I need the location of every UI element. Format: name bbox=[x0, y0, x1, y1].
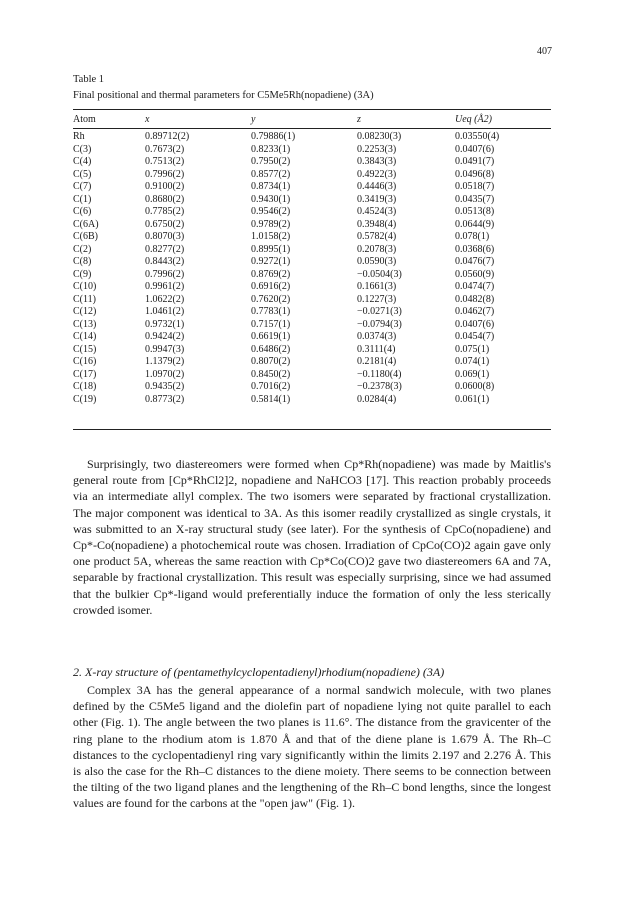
table-row bbox=[73, 206, 551, 219]
table-row bbox=[73, 294, 551, 307]
cell-atom: C(6B) bbox=[73, 231, 98, 242]
section-heading: 2. X-ray structure of (pentamethylcyclopentadienyl)rhodium(nopadiene) (3A) bbox=[73, 665, 445, 679]
cell-x: 0.8070(3) bbox=[145, 231, 185, 242]
table-row bbox=[73, 381, 551, 394]
cell-ueq: 0.0482(8) bbox=[455, 293, 495, 305]
table-row bbox=[73, 356, 551, 369]
cell-z: −0.0271(3) bbox=[357, 306, 402, 317]
table-row bbox=[73, 256, 551, 269]
cell-atom: C(11) bbox=[73, 293, 96, 305]
table-row bbox=[73, 306, 551, 319]
cell-y: 0.7783(1) bbox=[251, 306, 291, 317]
cell-y: 0.8995(1) bbox=[251, 243, 291, 255]
cell-x: 0.9732(1) bbox=[145, 318, 185, 330]
cell-y: 0.8070(2) bbox=[251, 356, 291, 367]
cell-y: 0.9789(2) bbox=[251, 218, 291, 230]
table-row bbox=[73, 369, 551, 382]
table-body bbox=[73, 128, 551, 406]
cell-z: −0.0504(3) bbox=[357, 268, 402, 280]
table-row bbox=[73, 331, 551, 344]
cell-atom: C(14) bbox=[73, 331, 97, 342]
cell-ueq: 0.0368(6) bbox=[455, 243, 495, 255]
positional-parameters-table bbox=[73, 111, 551, 406]
cell-y: 0.8577(2) bbox=[251, 168, 291, 180]
cell-atom: C(16) bbox=[73, 356, 97, 367]
cell-z: 0.3111(4) bbox=[357, 343, 396, 355]
cell-atom: C(10) bbox=[73, 281, 97, 292]
cell-ueq: 0.069(1) bbox=[455, 368, 490, 380]
table-row bbox=[73, 181, 551, 194]
cell-y: 0.6916(2) bbox=[251, 281, 291, 292]
table-row bbox=[73, 128, 551, 144]
paragraph-xray-structure: Complex 3A has the general appearance of a normal sandwich molecule, with two planes defined by the C5Me5 ligand and the diolefin part of nopadiene lying not quite parallel to each other (Fig. 1). The angle between the two planes is 11.6°. The distance from the gravicenter of the ring plane to the rhodium atom is 1.870 Å and that of the diene plane is 1.679 Å. The Rh–C distances to the cyclopentadienyl ring vary significantly within the limits 2.197 and 2.276 Å. This is also the case for the Rh–C distances to the diene moiety. There seems to be connection between the tilting of the two ligand planes and the lengthening of the Rh–C bond lengths, since the longest values are found for the carbons at the "open jaw" (Fig. 1). bbox=[73, 683, 551, 811]
cell-ueq: 0.0518(7) bbox=[455, 181, 495, 192]
cell-x: 1.0461(2) bbox=[145, 306, 185, 317]
cell-ueq: 0.0474(7) bbox=[455, 281, 495, 292]
cell-z: 0.2181(4) bbox=[357, 356, 397, 367]
cell-atom: C(7) bbox=[73, 181, 92, 192]
cell-atom: C(17) bbox=[73, 368, 97, 380]
cell-x: 0.9424(2) bbox=[145, 331, 185, 342]
cell-atom: C(19) bbox=[73, 393, 97, 405]
cell-y: 0.8734(1) bbox=[251, 181, 291, 192]
cell-z: 0.3419(3) bbox=[357, 193, 397, 205]
cell-y: 0.8450(2) bbox=[251, 368, 291, 380]
cell-ueq: 0.0491(7) bbox=[455, 156, 495, 167]
table-caption: Final positional and thermal parameters for C5Me5Rh(nopadiene) (3A) bbox=[73, 90, 374, 101]
cell-x: 0.8773(2) bbox=[145, 393, 185, 405]
cell-atom: C(12) bbox=[73, 306, 97, 317]
cell-z: 0.1227(3) bbox=[357, 293, 397, 305]
cell-atom: C(15) bbox=[73, 343, 97, 355]
cell-x: 0.9961(2) bbox=[145, 281, 185, 292]
cell-y: 0.7620(2) bbox=[251, 293, 291, 305]
cell-ueq: 0.0476(7) bbox=[455, 256, 495, 267]
table-header-row bbox=[73, 111, 551, 128]
cell-y: 0.9430(1) bbox=[251, 193, 291, 205]
cell-ueq: 0.0407(6) bbox=[455, 143, 495, 155]
table-row bbox=[73, 144, 551, 157]
header-y: y bbox=[251, 114, 256, 125]
cell-x: 0.7996(2) bbox=[145, 268, 185, 280]
cell-z: 0.0284(4) bbox=[357, 393, 397, 405]
cell-ueq: 0.03550(4) bbox=[455, 131, 500, 142]
cell-ueq: 0.0600(8) bbox=[455, 381, 495, 392]
cell-atom: C(9) bbox=[73, 268, 92, 280]
cell-x: 0.8277(2) bbox=[145, 243, 185, 255]
table-label: Table 1 bbox=[73, 74, 105, 85]
table-row bbox=[73, 344, 551, 357]
cell-x: 1.1379(2) bbox=[145, 356, 185, 367]
cell-ueq: 0.0560(9) bbox=[455, 268, 495, 280]
cell-z: 0.3948(4) bbox=[357, 218, 397, 230]
cell-atom: C(6) bbox=[73, 206, 92, 217]
cell-z: 0.4524(3) bbox=[357, 206, 397, 217]
cell-x: 1.0970(2) bbox=[145, 368, 185, 380]
cell-ueq: 0.0407(6) bbox=[455, 318, 495, 330]
table-row bbox=[73, 169, 551, 182]
cell-y: 0.79886(1) bbox=[251, 131, 296, 142]
cell-y: 0.6619(1) bbox=[251, 331, 291, 342]
cell-atom: C(18) bbox=[73, 381, 97, 392]
cell-ueq: 0.0496(8) bbox=[455, 168, 495, 180]
table-row bbox=[73, 319, 551, 332]
cell-x: 0.6750(2) bbox=[145, 218, 185, 230]
table-row bbox=[73, 156, 551, 169]
cell-ueq: 0.078(1) bbox=[455, 231, 490, 242]
cell-ueq: 0.0435(7) bbox=[455, 193, 495, 205]
cell-atom: C(6A) bbox=[73, 218, 99, 230]
cell-ueq: 0.0644(9) bbox=[455, 218, 495, 230]
cell-z: −0.0794(3) bbox=[357, 318, 402, 330]
cell-y: 0.9546(2) bbox=[251, 206, 291, 217]
cell-atom: C(4) bbox=[73, 156, 92, 167]
table-row bbox=[73, 231, 551, 244]
cell-z: 0.1661(3) bbox=[357, 281, 397, 292]
cell-z: 0.0374(3) bbox=[357, 331, 397, 342]
cell-x: 0.9435(2) bbox=[145, 381, 185, 392]
cell-x: 0.7673(2) bbox=[145, 143, 185, 155]
cell-y: 0.8233(1) bbox=[251, 143, 291, 155]
cell-y: 0.7950(2) bbox=[251, 156, 291, 167]
header-ueq: Ueq (Å2) bbox=[455, 114, 492, 125]
cell-ueq: 0.074(1) bbox=[455, 356, 490, 367]
cell-y: 1.0158(2) bbox=[251, 231, 291, 242]
cell-x: 0.8680(2) bbox=[145, 193, 185, 205]
cell-x: 0.7513(2) bbox=[145, 156, 185, 167]
table-bottom-rule bbox=[73, 429, 551, 430]
cell-y: 0.7016(2) bbox=[251, 381, 291, 392]
header-z: z bbox=[357, 114, 361, 125]
cell-atom: C(1) bbox=[73, 193, 92, 205]
cell-x: 0.7996(2) bbox=[145, 168, 185, 180]
page-number: 407 bbox=[537, 46, 552, 57]
cell-atom: Rh bbox=[73, 131, 85, 142]
cell-x: 0.9947(3) bbox=[145, 343, 185, 355]
cell-ueq: 0.0513(8) bbox=[455, 206, 495, 217]
cell-x: 0.9100(2) bbox=[145, 181, 185, 192]
cell-z: 0.3843(3) bbox=[357, 156, 397, 167]
table-row bbox=[73, 394, 551, 407]
header-atom: Atom bbox=[73, 114, 96, 125]
table-row bbox=[73, 219, 551, 232]
paragraph-diastereomers: Surprisingly, two diastereomers were formed when Cp*Rh(nopadiene) was made by Maitlis's general route from [Cp*RhCl2]2, nopadiene and NaHCO3 [17]. This reaction probably proceeds via an intermediate allyl complex. The two isomers were separated by fractional crystallization. The major component was identical to 3A. As this isomer readily crystallized as single crystals, it was submitted to an X-ray structural study (see later). For the synthesis of CpCo(nopadiene) and Cp*-Co(nopadiene) a photochemical route was chosen. Irradiation of CpCo(CO)2 again gave only one product 5A, whereas the same reaction with Cp*Co(CO)2 gave two diastereomers 6A and 7A, separable by fractional crystallization. This result was especially surprising, since we had assumed that the bulkier Cp*-ligand would preferentially induce the formation of only the less sterically crowded isomer. bbox=[73, 457, 551, 617]
cell-atom: C(3) bbox=[73, 143, 92, 155]
cell-ueq: 0.061(1) bbox=[455, 393, 490, 405]
cell-atom: C(8) bbox=[73, 256, 92, 267]
cell-z: −0.1180(4) bbox=[357, 368, 402, 380]
cell-z: −0.2378(3) bbox=[357, 381, 402, 392]
table-row bbox=[73, 281, 551, 294]
table-row bbox=[73, 244, 551, 257]
cell-x: 0.7785(2) bbox=[145, 206, 185, 217]
cell-z: 0.0590(3) bbox=[357, 256, 397, 267]
cell-z: 0.4922(3) bbox=[357, 168, 397, 180]
cell-x: 0.89712(2) bbox=[145, 131, 190, 142]
cell-z: 0.4446(3) bbox=[357, 181, 397, 192]
cell-x: 1.0622(2) bbox=[145, 293, 185, 305]
table-row bbox=[73, 269, 551, 282]
cell-ueq: 0.075(1) bbox=[455, 343, 490, 355]
cell-z: 0.2078(3) bbox=[357, 243, 397, 255]
cell-ueq: 0.0454(7) bbox=[455, 331, 495, 342]
cell-y: 0.5814(1) bbox=[251, 393, 291, 405]
cell-atom: C(2) bbox=[73, 243, 92, 255]
cell-x: 0.8443(2) bbox=[145, 256, 185, 267]
cell-ueq: 0.0462(7) bbox=[455, 306, 495, 317]
cell-atom: C(13) bbox=[73, 318, 97, 330]
cell-z: 0.5782(4) bbox=[357, 231, 397, 242]
cell-z: 0.2253(3) bbox=[357, 143, 397, 155]
cell-atom: C(5) bbox=[73, 168, 92, 180]
cell-z: 0.08230(3) bbox=[357, 131, 402, 142]
cell-y: 0.7157(1) bbox=[251, 318, 291, 330]
table-top-rule bbox=[73, 109, 551, 110]
cell-y: 0.8769(2) bbox=[251, 268, 291, 280]
cell-y: 0.9272(1) bbox=[251, 256, 291, 267]
cell-y: 0.6486(2) bbox=[251, 343, 291, 355]
table-row bbox=[73, 194, 551, 207]
header-x: x bbox=[145, 114, 150, 125]
